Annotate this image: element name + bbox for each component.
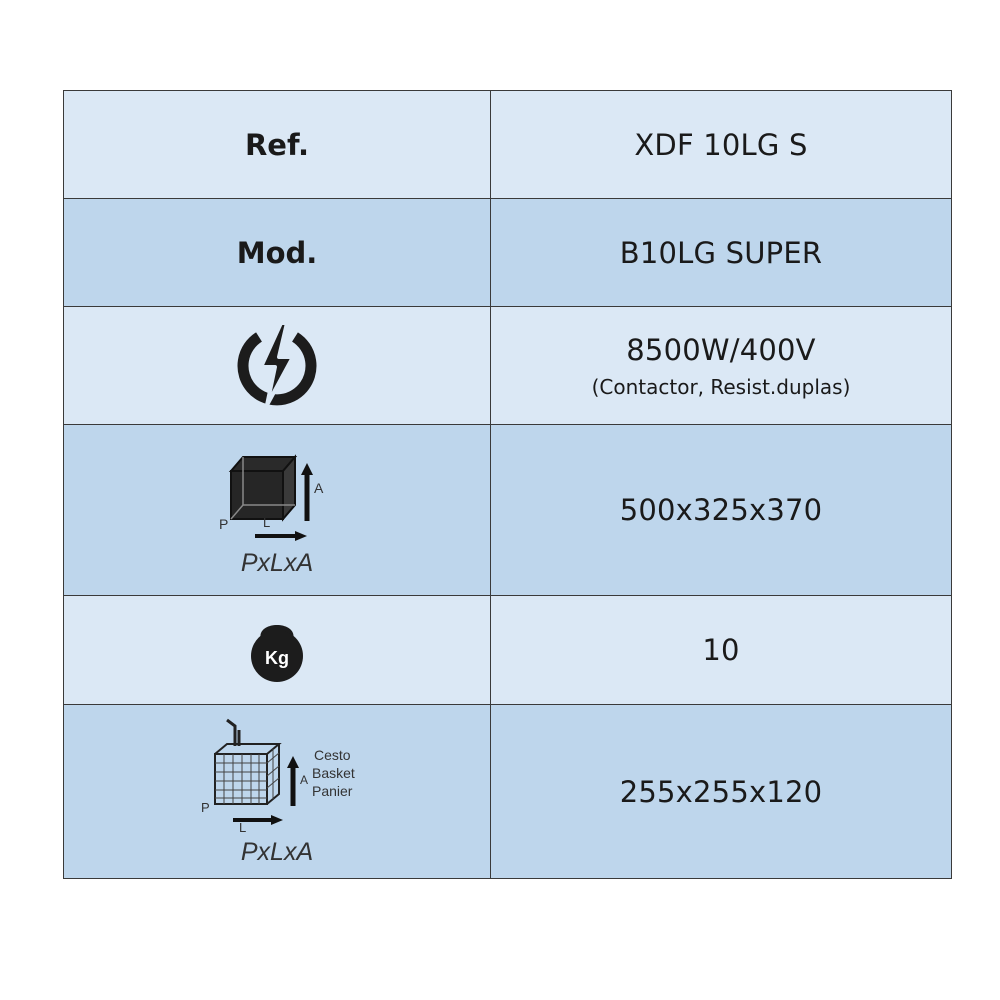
- kg-label: Kg: [265, 648, 289, 668]
- power-value-cell: [491, 307, 952, 425]
- power-value: 8500W/400V: [626, 332, 816, 367]
- dimensions-value: 500x325x370: [619, 493, 823, 527]
- dimensions-value-cell: [491, 425, 952, 596]
- model-label: Mod.: [236, 235, 318, 270]
- basket-label-line2: Basket: [312, 765, 355, 781]
- ref-label: Ref.: [244, 127, 310, 162]
- basket-caption: PxLxA: [240, 838, 314, 866]
- basket-dimensions-icon: [187, 716, 367, 836]
- basket-value-cell: [491, 705, 952, 879]
- table-row-weight: [64, 596, 952, 705]
- table-row-dimensions: [64, 425, 952, 596]
- basket-p-label: P: [201, 800, 210, 815]
- dim-l-label: L: [263, 514, 271, 530]
- basket-label-line1: Cesto: [314, 747, 351, 763]
- ref-value-cell: [491, 91, 952, 199]
- weight-icon-cell: [64, 596, 491, 705]
- table-row-power: [64, 307, 952, 425]
- basket-a-label: A: [300, 773, 309, 787]
- power-lightning-icon: [237, 319, 317, 413]
- spec-table: [63, 90, 952, 879]
- weight-value-cell: [491, 596, 952, 705]
- ref-label-cell: [64, 91, 491, 199]
- dim-p-label: P: [219, 515, 229, 532]
- table-row-model: [64, 199, 952, 307]
- basket-value: 255x255x120: [619, 774, 823, 809]
- basket-label-line3: Panier: [312, 783, 353, 799]
- model-label-cell: [64, 199, 491, 307]
- dimensions-caption: PxLxA: [240, 548, 314, 577]
- model-value: B10LG SUPER: [619, 235, 823, 270]
- dimensions-cube-icon: [217, 443, 337, 547]
- table-row-basket: [64, 705, 952, 879]
- weight-kettlebell-icon: [245, 614, 309, 686]
- power-icon-cell: [64, 307, 491, 425]
- model-value-cell: [491, 199, 952, 307]
- basket-icon-cell: [64, 705, 491, 879]
- dim-a-label: A: [314, 479, 324, 496]
- ref-value: XDF 10LG S: [634, 127, 808, 162]
- table-row-ref: [64, 91, 952, 199]
- power-note: (Contactor, Resist.duplas): [591, 374, 851, 399]
- dimensions-icon-cell: [64, 425, 491, 596]
- weight-value: 10: [702, 633, 740, 667]
- basket-l-label: L: [239, 820, 247, 832]
